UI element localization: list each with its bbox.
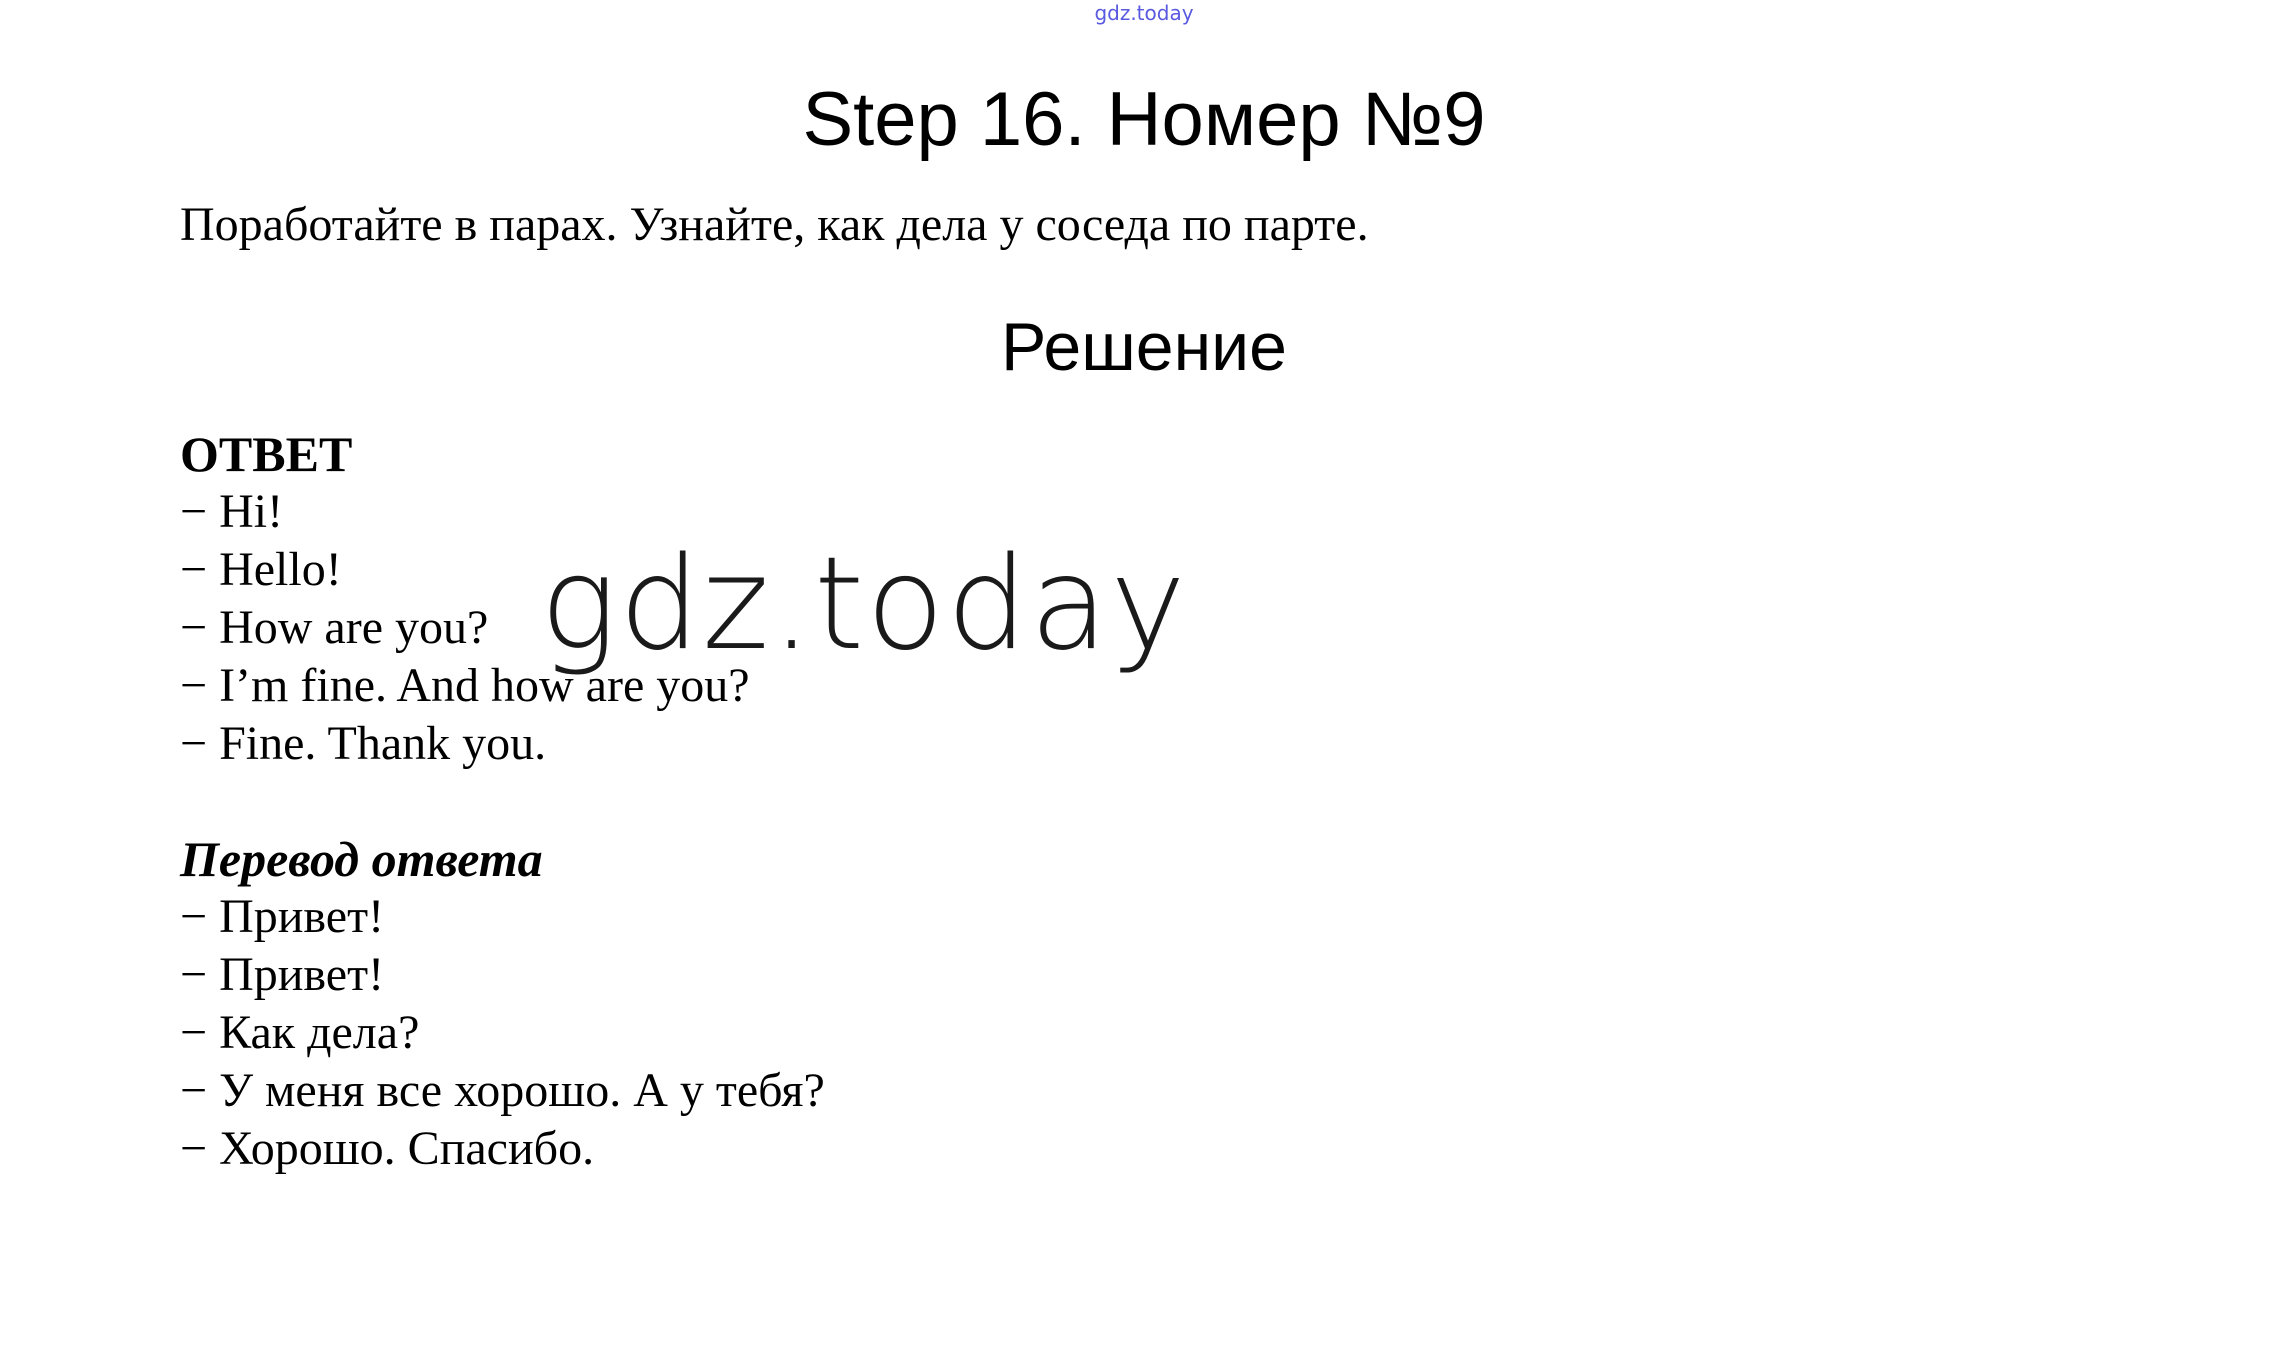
- answer-heading: ОТВЕТ: [180, 426, 353, 482]
- translation-line: − Привет!: [180, 890, 385, 943]
- site-watermark-top: gdz.today: [1094, 1, 1194, 25]
- site-watermark-logo: gdz.today: [540, 530, 1188, 679]
- solution-heading: Решение: [1001, 309, 1287, 385]
- translation-line: − У меня все хорошо. А у тебя?: [180, 1064, 825, 1117]
- page-title: Step 16. Номер №9: [802, 77, 1486, 162]
- translation-lines: [180, 888, 825, 1178]
- translation-heading: Перевод ответа: [180, 831, 543, 887]
- task-description: Поработайте в парах. Узнайте, как дела у соседа по парте.: [180, 198, 1369, 251]
- translation-line: − Как дела?: [180, 1006, 420, 1059]
- answer-line: − Fine. Thank you.: [180, 717, 547, 770]
- translation-section: [180, 830, 825, 1178]
- translation-line: − Хорошо. Спасибо.: [180, 1122, 595, 1175]
- answer-line: − How are you?: [180, 601, 489, 654]
- translation-line: − Привет!: [180, 948, 385, 1001]
- answer-line: − Hello!: [180, 543, 342, 596]
- answer-line: − I’m fine. And how are you?: [180, 659, 750, 712]
- answer-line: − Hi!: [180, 485, 284, 538]
